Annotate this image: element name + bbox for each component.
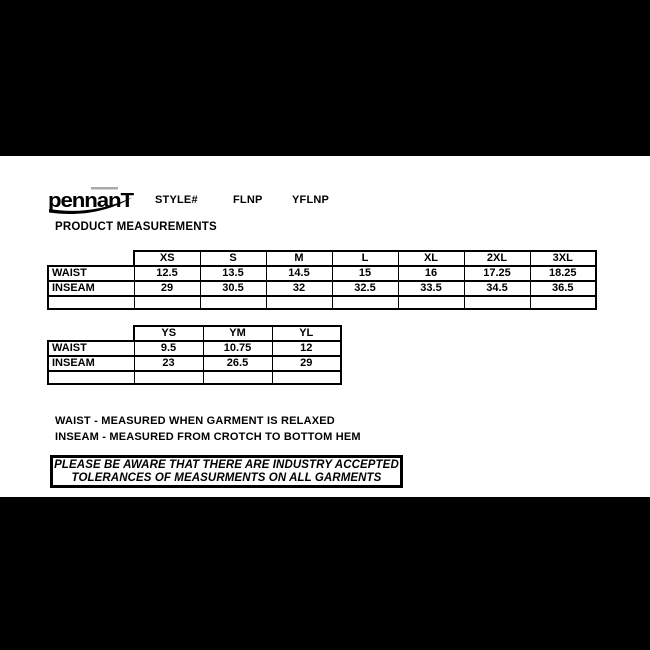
letterbox-top-bar: [0, 0, 650, 156]
size-column-header: 3XL: [530, 251, 596, 266]
measurement-cell: 23: [134, 356, 203, 371]
measurement-cell: 18.25: [530, 266, 596, 281]
row-label-cell: [48, 296, 134, 309]
measurement-cell: 30.5: [200, 281, 266, 296]
size-column-header: YM: [203, 326, 272, 341]
row-label-cell: [48, 371, 134, 384]
logo-wordmark: pennanT: [48, 190, 134, 212]
measurement-cell: 9.5: [134, 341, 203, 356]
tolerance-disclaimer-box: [50, 455, 403, 488]
letterbox-bottom-bar: [0, 497, 650, 650]
size-column-header: YS: [134, 326, 203, 341]
measurement-cell: [332, 296, 398, 309]
measurement-notes: [55, 413, 361, 445]
table-row: [48, 281, 596, 296]
measurement-cell: 10.75: [203, 341, 272, 356]
measurement-cell: [134, 371, 203, 384]
waist-note: WAIST - MEASURED WHEN GARMENT IS RELAXED: [55, 415, 335, 427]
adult-size-table: [47, 265, 597, 310]
pennant-logo: [47, 186, 135, 216]
table-row: [48, 341, 341, 356]
size-column-header: XS: [134, 251, 200, 266]
measurement-cell: [203, 371, 272, 384]
style-code-yflnp: YFLNP: [292, 194, 330, 206]
row-label-cell: INSEAM: [48, 356, 134, 371]
measurement-cell: [266, 296, 332, 309]
size-column-header: 2XL: [464, 251, 530, 266]
measurement-cell: 36.5: [530, 281, 596, 296]
measurement-cell: 26.5: [203, 356, 272, 371]
style-number-label: STYLE#: [155, 194, 198, 206]
measurement-cell: [134, 296, 200, 309]
measurement-cell: 34.5: [464, 281, 530, 296]
measurement-cell: 29: [134, 281, 200, 296]
measurement-cell: 29: [272, 356, 341, 371]
page-title: PRODUCT MEASUREMENTS: [55, 221, 217, 233]
disclaimer-line-1: PLEASE BE AWARE THAT THERE ARE INDUSTRY ACCEPTED: [54, 458, 399, 471]
measurement-cell: 32: [266, 281, 332, 296]
measurement-cell: [272, 371, 341, 384]
measurement-cell: 15: [332, 266, 398, 281]
measurement-cell: [398, 296, 464, 309]
inseam-note: INSEAM - MEASURED FROM CROTCH TO BOTTOM HEM: [55, 431, 361, 443]
measurement-cell: 13.5: [200, 266, 266, 281]
measurement-cell: 14.5: [266, 266, 332, 281]
row-label-cell: WAIST: [48, 266, 134, 281]
size-column-header: S: [200, 251, 266, 266]
table-row: [48, 266, 596, 281]
size-column-header: XL: [398, 251, 464, 266]
measurement-cell: 16: [398, 266, 464, 281]
row-label-cell: WAIST: [48, 341, 134, 356]
disclaimer-line-2: TOLERANCES OF MEASURMENTS ON ALL GARMENTS: [71, 471, 382, 484]
size-column-header: L: [332, 251, 398, 266]
table-row: [48, 356, 341, 371]
size-column-header: M: [266, 251, 332, 266]
size-column-header: YL: [272, 326, 341, 341]
measurement-cell: 12.5: [134, 266, 200, 281]
style-code-flnp: FLNP: [233, 194, 263, 206]
youth-size-table: [47, 340, 342, 385]
table-row: [48, 371, 341, 384]
table-row: [48, 296, 596, 309]
row-label-cell: INSEAM: [48, 281, 134, 296]
pennant-logo-graphic: [47, 186, 135, 216]
measurement-cell: 33.5: [398, 281, 464, 296]
measurement-cell: [464, 296, 530, 309]
measurement-cell: 32.5: [332, 281, 398, 296]
measurement-cell: [530, 296, 596, 309]
measurement-cell: 17.25: [464, 266, 530, 281]
measurement-cell: 12: [272, 341, 341, 356]
measurement-cell: [200, 296, 266, 309]
